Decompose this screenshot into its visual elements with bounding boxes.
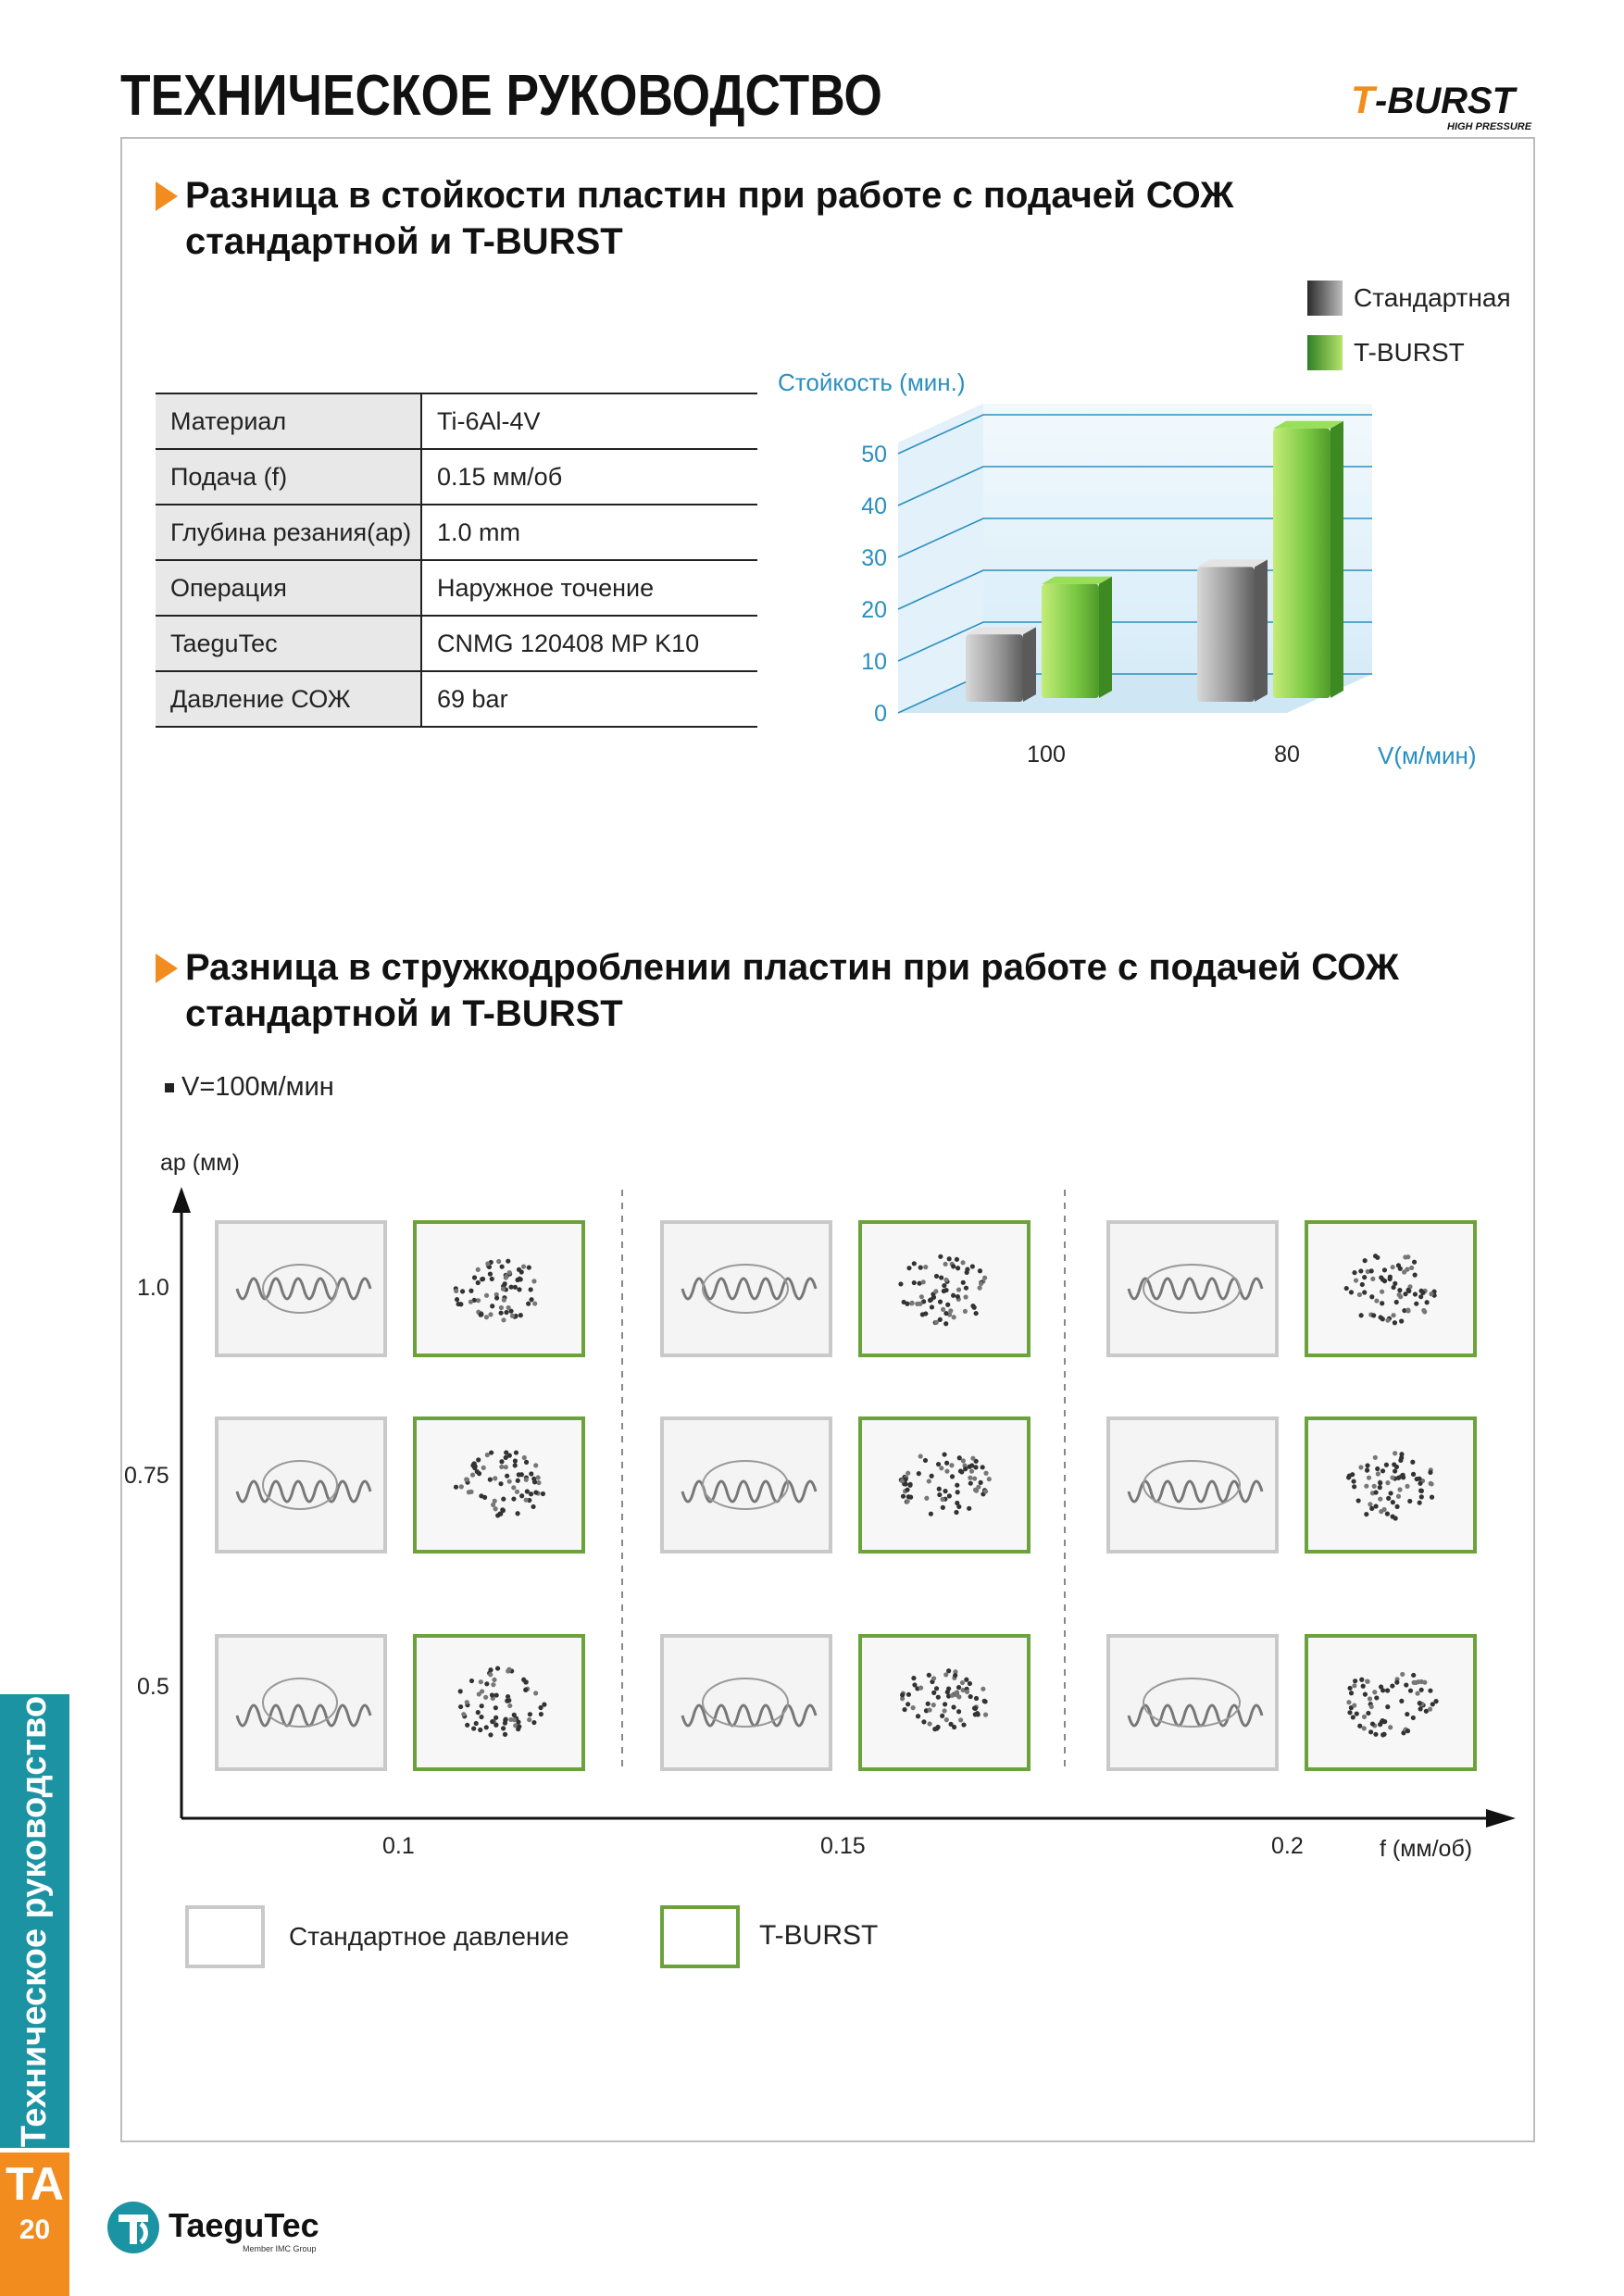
- y-axis-arrow-icon: [172, 1187, 191, 1213]
- chip-photo-tburst: [858, 1634, 1031, 1771]
- chart-bar-standard: [1197, 567, 1255, 702]
- section2-title-line2: стандартной и T-BURST: [185, 993, 623, 1034]
- chart-y-tick: 40: [861, 493, 887, 519]
- broken-chip-icon: [1308, 1420, 1473, 1550]
- side-section-label: [0, 1694, 69, 2148]
- parameters-table: [156, 393, 757, 728]
- table-value: 69 bar: [421, 671, 757, 727]
- legend-tburst-label: T-BURST: [1354, 338, 1465, 367]
- page-number: 20: [19, 2215, 51, 2245]
- chip-photo-tburst: [858, 1220, 1031, 1357]
- section-code: TA: [6, 2158, 64, 2210]
- y-tick-1: 1.0: [137, 1275, 169, 1301]
- x-axis-arrow-icon: [1486, 1809, 1516, 1828]
- broken-chip-icon: [417, 1638, 581, 1767]
- chart-y-tick: 10: [861, 649, 887, 675]
- table-row: [156, 505, 757, 560]
- y-tick-3: 0.5: [137, 1674, 169, 1700]
- chart-bar-side: [1099, 577, 1112, 698]
- brand-logo-text: -BURST: [1375, 81, 1516, 121]
- x-tick-2: 0.15: [820, 1833, 866, 1859]
- broken-chip-icon: [1308, 1638, 1473, 1767]
- condition-label: V=100м/мин: [181, 1072, 334, 1102]
- table-key: Материал: [156, 393, 421, 449]
- table-value: Наружное точение: [421, 560, 757, 616]
- table-row: [156, 449, 757, 505]
- page-title: ТЕХНИЧЕСКОЕ РУКОВОДСТВО: [120, 64, 882, 128]
- chip-photo-standard: [215, 1634, 387, 1771]
- chip-photo-tburst: [1305, 1634, 1477, 1771]
- table-key: Глубина резания(ap): [156, 505, 421, 560]
- y-axis-title: ap (мм): [160, 1150, 240, 1176]
- long-chip-icon: [664, 1420, 829, 1550]
- chip-photo-standard: [660, 1634, 832, 1771]
- legend-tburst-pressure-label: T-BURST: [759, 1920, 879, 1951]
- chart-bar-side: [1255, 559, 1268, 702]
- chip-photo-standard: [1106, 1634, 1279, 1771]
- legend-tburst-swatch: [1307, 335, 1343, 370]
- condition-note: [165, 1072, 334, 1103]
- section2-title: [185, 944, 1399, 1037]
- long-chip-icon: [1110, 1638, 1275, 1767]
- long-chip-icon: [219, 1420, 383, 1550]
- x-tick-1: 0.1: [382, 1833, 415, 1859]
- section1-title: [185, 172, 1233, 265]
- chip-photo-tburst: [413, 1634, 585, 1771]
- long-chip-icon: [664, 1224, 829, 1354]
- legend-tburst-box: [660, 1905, 740, 1968]
- broken-chip-icon: [862, 1224, 1027, 1354]
- broken-chip-icon: [1308, 1224, 1473, 1354]
- chart-bar-side: [1023, 627, 1036, 702]
- chip-photo-standard: [1106, 1416, 1279, 1554]
- section-arrow-icon: [156, 181, 178, 211]
- chart-x-tick: 80: [1274, 742, 1300, 767]
- long-chip-icon: [219, 1224, 383, 1354]
- chip-photo-tburst: [1305, 1416, 1477, 1554]
- table-value: Ti-6Al-4V: [421, 393, 757, 449]
- chart-bar-tburst: [1273, 429, 1330, 698]
- chip-photo-standard: [660, 1416, 832, 1554]
- section1-title-line1: Разница в стойкости пластин при работе с подачей СОЖ: [185, 175, 1234, 216]
- section1-title-line2: стандартной и T-BURST: [185, 221, 623, 262]
- broken-chip-icon: [417, 1420, 581, 1550]
- table-key: TaeguTec: [156, 616, 421, 671]
- taegutec-logo: [104, 2196, 354, 2261]
- chart-y-tick: 30: [861, 545, 887, 571]
- chip-photo-tburst: [1305, 1220, 1477, 1357]
- legend-standard-label: Стандартная: [1354, 283, 1511, 312]
- section2-arrow-icon: [156, 954, 178, 983]
- table-value: 0.15 мм/об: [421, 449, 757, 505]
- chip-photo-tburst: [858, 1416, 1031, 1554]
- chip-photo-tburst: [413, 1220, 585, 1357]
- footer-logo-text: TaeguTec: [169, 2206, 319, 2244]
- table-row: [156, 393, 757, 449]
- table-key: Операция: [156, 560, 421, 616]
- table-row: [156, 560, 757, 616]
- table-value: CNMG 120408 MP K10: [421, 616, 757, 671]
- tool-life-bar-chart: [778, 370, 1518, 778]
- svg-text:T: T: [1351, 78, 1375, 121]
- long-chip-icon: [1110, 1420, 1275, 1550]
- bullet-square-icon: [165, 1083, 174, 1092]
- chip-photo-tburst: [413, 1416, 585, 1554]
- section2-title-line1: Разница в стружкодроблении пластин при работе с подачей СОЖ: [185, 947, 1399, 988]
- chart-y-label: Стойкость (мин.): [778, 370, 966, 396]
- chip-photo-standard: [215, 1416, 387, 1554]
- legend-standard-box: [185, 1905, 265, 1968]
- chip-photo-standard: [660, 1220, 832, 1357]
- chart-y-tick: 50: [861, 442, 887, 468]
- table-key: Давление СОЖ: [156, 671, 421, 727]
- chart-bar-standard: [966, 634, 1023, 702]
- table-row: [156, 616, 757, 671]
- chart-y-tick: 20: [861, 597, 887, 623]
- footer-logo-sub: Member IMC Group: [243, 2244, 317, 2253]
- chart-x-tick: 100: [1027, 742, 1066, 767]
- y-tick-2: 0.75: [124, 1463, 169, 1489]
- legend-tburst: [1307, 335, 1465, 370]
- long-chip-icon: [664, 1638, 829, 1767]
- x-axis-title: f (мм/об): [1380, 1836, 1473, 1862]
- chart-bar-side: [1330, 421, 1343, 698]
- long-chip-icon: [219, 1638, 383, 1767]
- chart-x-label: V(м/мин): [1378, 742, 1477, 769]
- broken-chip-icon: [862, 1420, 1027, 1550]
- chip-photo-standard: [215, 1220, 387, 1357]
- t-burst-logo: [1347, 74, 1537, 139]
- chip-photo-standard: [1106, 1220, 1279, 1357]
- chart-y-tick: 0: [874, 701, 887, 727]
- broken-chip-icon: [862, 1638, 1027, 1767]
- legend-standard-pressure-label: Стандартное давление: [289, 1922, 569, 1951]
- side-section-text: Техническое руководство: [15, 1695, 55, 2147]
- long-chip-icon: [1110, 1224, 1275, 1354]
- table-row: [156, 671, 757, 727]
- legend-standard-swatch: [1307, 281, 1343, 316]
- x-tick-3: 0.2: [1271, 1833, 1304, 1859]
- table-key: Подача (f): [156, 449, 421, 505]
- table-value: 1.0 mm: [421, 505, 757, 560]
- chart-bar-tburst: [1042, 584, 1099, 698]
- legend-standard: [1307, 281, 1511, 316]
- brand-sub-text: HIGH PRESSURE: [1447, 121, 1532, 132]
- broken-chip-icon: [417, 1224, 581, 1354]
